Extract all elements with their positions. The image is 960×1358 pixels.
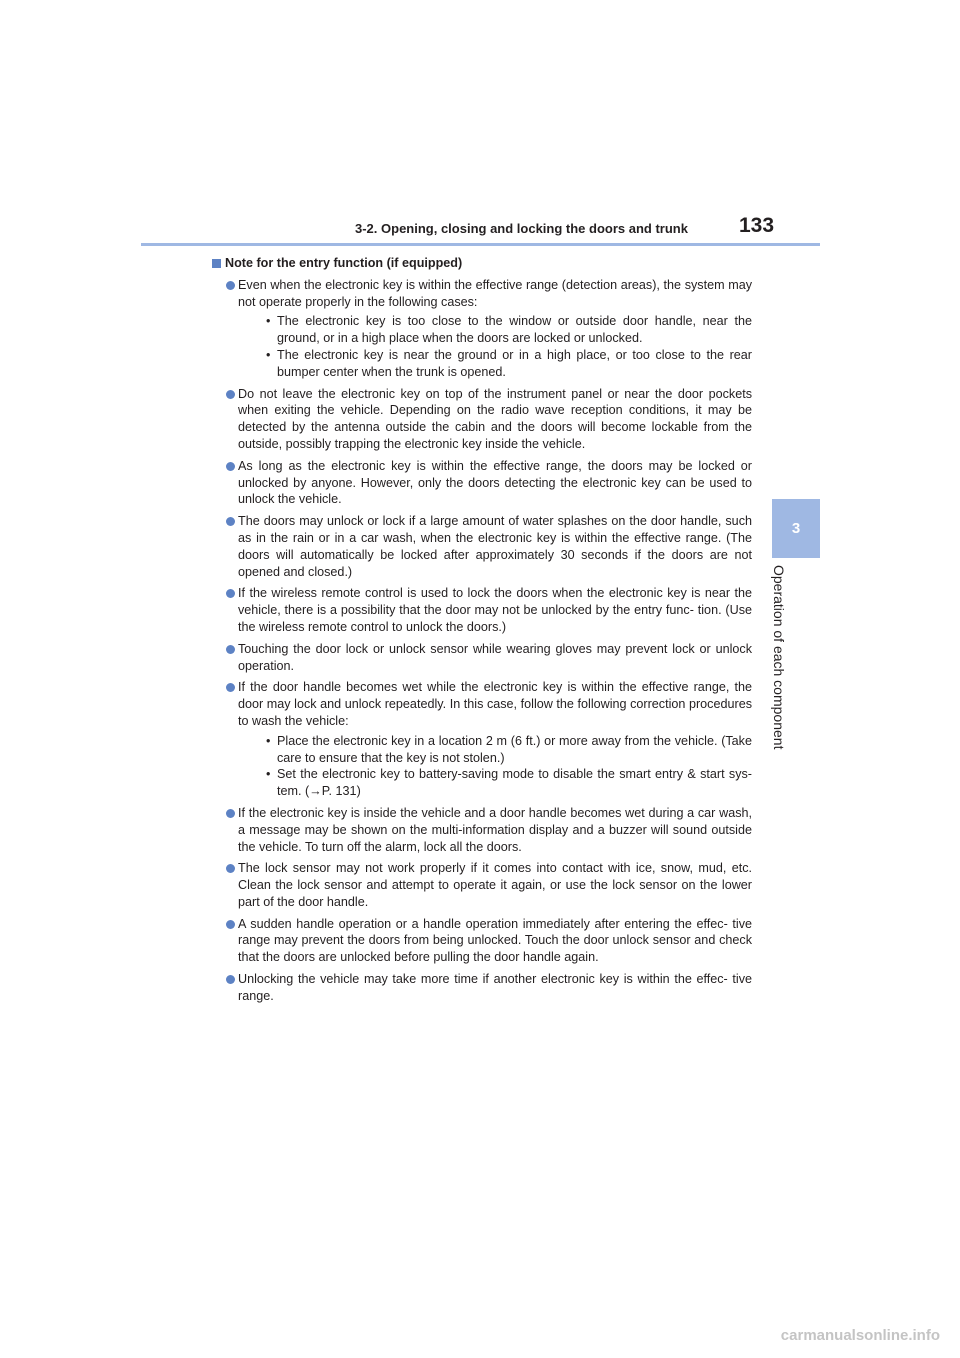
section-heading-text: Note for the entry function (if equipped)	[225, 256, 463, 270]
circle-bullet-icon	[226, 517, 235, 526]
sub-marker: •	[266, 767, 271, 782]
sub-marker: •	[266, 314, 271, 329]
circle-bullet-icon	[226, 462, 235, 471]
note-item	[212, 641, 752, 675]
circle-bullet-icon	[226, 645, 235, 654]
chapter-side-label	[771, 565, 805, 765]
sub-marker: •	[266, 733, 271, 748]
sub-item	[238, 766, 752, 800]
sub-item-text: Place the electronic key in a location 2 m (6 ft.) or more away from the vehicle. (Take care to ensure that the key is not stolen.)	[277, 733, 752, 765]
note-item	[212, 458, 752, 508]
section-title: 3-2. Opening, closing and locking the doors and trunk	[355, 221, 688, 236]
note-text: The lock sensor may not work properly if it comes into contact with ice, snow, mud, etc. Clean the lock sensor and attempt to operate it again, or use the lock sensor on the lower part of the door handle.	[238, 861, 752, 909]
sub-item	[238, 347, 752, 381]
header-rule	[141, 243, 820, 246]
note-text: As long as the electronic key is within the effective range, the doors may be locked or unlocked by anyone. However, only the doors detecting the electronic key can be used to unlock the vehicle.	[238, 458, 752, 507]
circle-bullet-icon	[226, 390, 235, 399]
circle-bullet-icon	[226, 975, 235, 984]
circle-bullet-icon	[226, 683, 235, 692]
circle-bullet-icon	[226, 920, 235, 929]
note-text: The doors may unlock or lock if a large amount of water splashes on the door handle, such as in the rain or in a car wash, when the electronic key is within the effective range. (The doors will automatically be locked after approximately 30 seconds if the doors are not opened and closed.)	[238, 514, 752, 579]
sub-list	[238, 733, 752, 800]
sub-list	[238, 313, 752, 380]
note-text: A sudden handle operation or a handle operation immediately after entering the effec- tive range may prevent the doors from being unlocked. Touch the door unlock sensor and check that the doors are unlocked before pulling the door handle again.	[238, 916, 752, 965]
sub-item	[238, 733, 752, 767]
sub-item-text: The electronic key is too close to the window or outside door handle, near the ground, or in a high place when the doors are locked or unlocked.	[277, 314, 752, 346]
circle-bullet-icon	[226, 864, 235, 873]
note-item	[212, 916, 752, 966]
note-text: If the electronic key is inside the vehicle and a door handle becomes wet during a car wash, a message may be shown on the multi-information display and a buzzer will sound outside the vehicle. To turn off the alarm, lock all the doors.	[238, 805, 752, 854]
note-text: Even when the electronic key is within the effective range (detection areas), the system may not operate properly in the following cases:	[238, 277, 752, 309]
note-item	[212, 585, 752, 635]
note-text: If the door handle becomes wet while the electronic key is within the effective range, the door may lock and unlock repeatedly. In this case, follow the following correction procedures to wash the vehicle:	[238, 680, 752, 728]
watermark: carmanualsonline.info	[780, 1327, 940, 1344]
note-item	[212, 860, 752, 910]
square-bullet-icon	[212, 259, 221, 268]
note-item	[212, 513, 752, 580]
sub-item	[238, 313, 752, 347]
notes-content	[212, 255, 752, 1010]
note-item	[212, 386, 752, 453]
sub-item-text[interactable]: Set the electronic key to battery-saving mode to disable the smart entry & start sys- tem. (→P. 131)	[277, 767, 752, 799]
chapter-label-text: Operation of each component	[771, 565, 787, 750]
sub-marker: •	[266, 347, 271, 362]
note-text: Unlocking the vehicle may take more time if another electronic key is within the effec- tive range.	[238, 972, 752, 1003]
note-text: Touching the door lock or unlock sensor while wearing gloves may prevent lock or unlock operation.	[238, 641, 752, 673]
circle-bullet-icon	[226, 589, 235, 598]
note-item	[212, 805, 752, 855]
chapter-number: 3	[791, 520, 801, 537]
note-text: Do not leave the electronic key on top of the instrument panel or near the door pockets when exiting the vehicle. Depending on the radio wave reception conditions, it may be detected by the antenna outside the cabin and the doors will become lockable from the outside, possibly trapping the electronic key inside the vehicle.	[238, 386, 752, 451]
circle-bullet-icon	[226, 809, 235, 818]
note-item	[212, 679, 752, 800]
section-heading	[212, 255, 752, 272]
note-item	[212, 277, 752, 381]
sub-item-text: The electronic key is near the ground or in a high place, or too close to the rear bumper center when the trunk is opened.	[277, 347, 752, 379]
note-item	[212, 971, 752, 1005]
note-text: If the wireless remote control is used to lock the doors when the electronic key is near the vehicle, there is a possibility that the door may not be unlocked by the entry func- tion. (Use the wireless remote control to unlock the doors.)	[238, 586, 752, 634]
circle-bullet-icon	[226, 281, 235, 290]
page-number: 133	[739, 214, 775, 237]
chapter-tab[interactable]	[772, 499, 820, 558]
